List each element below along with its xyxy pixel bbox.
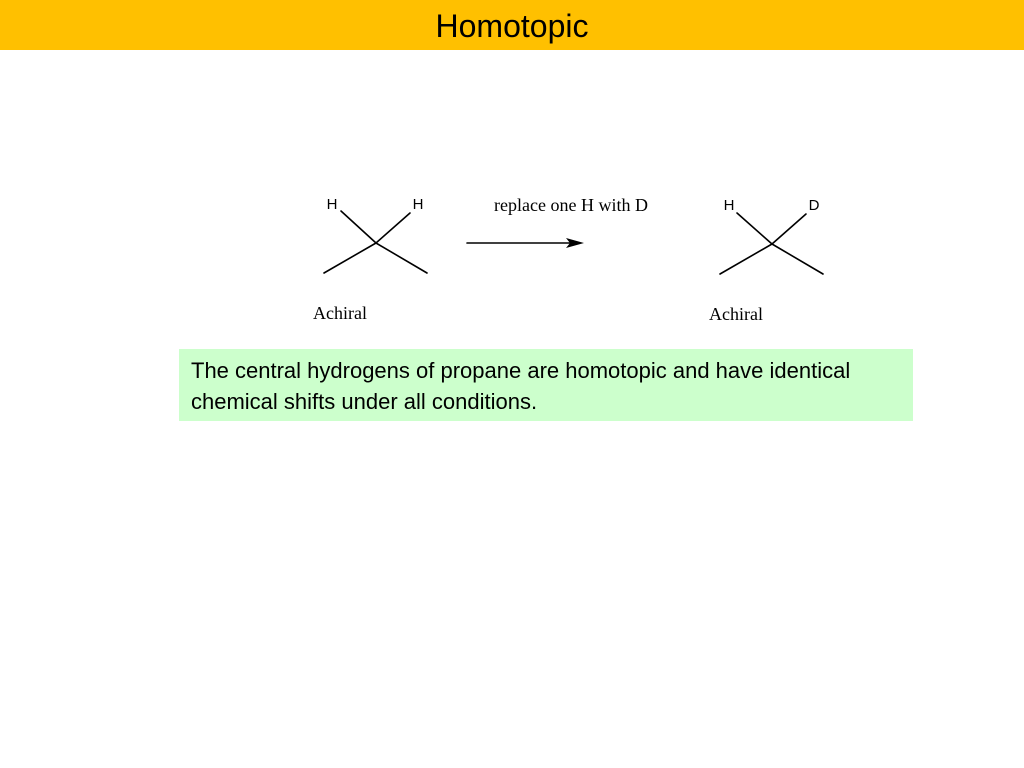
product-caption: Achiral [709, 304, 763, 324]
note-box [179, 349, 913, 421]
reactant-molecule [313, 196, 427, 323]
bond-right-carbon [772, 244, 823, 274]
arrow-label: replace one H with D [494, 195, 648, 215]
product-left-atom-label: H [723, 197, 735, 214]
bond-left-carbon [324, 243, 376, 273]
product-molecule [709, 197, 823, 324]
product-right-atom-label: D [808, 197, 820, 214]
page-title: Homotopic [435, 8, 589, 44]
note-text: The central hydrogens of propane are homotopic and have identical chemical shifts under all conditions. [191, 358, 851, 414]
bond-left-h [341, 211, 376, 243]
bond-right-d [772, 214, 806, 244]
reactant-right-atom-label: H [412, 196, 424, 213]
bond-left-carbon [720, 244, 772, 274]
bond-right-carbon [376, 243, 427, 273]
reactant-left-atom-label: H [326, 196, 338, 213]
reactant-caption: Achiral [313, 303, 367, 323]
bond-right-h [376, 213, 410, 243]
reaction-arrow [467, 195, 648, 248]
bond-left-h [737, 213, 772, 244]
